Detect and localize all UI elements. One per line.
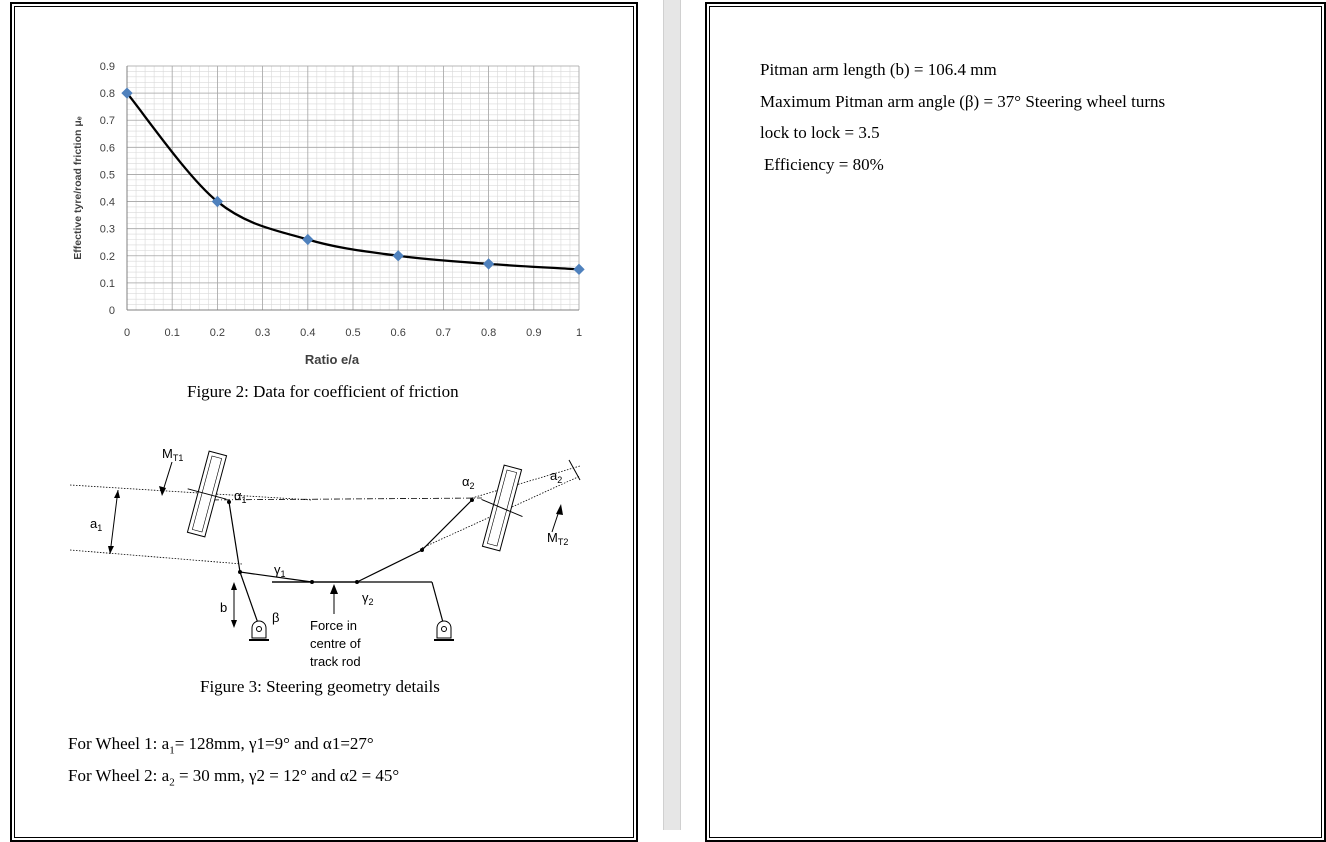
series-markers xyxy=(121,87,584,275)
gamma1-label: $\gamma_1$ xyxy=(274,562,286,579)
force-label-line1: Force in xyxy=(310,618,357,633)
y-tick-label: 0.3 xyxy=(99,223,115,236)
force-label-line2: centre of xyxy=(310,636,361,651)
a1-dimension-line xyxy=(110,490,118,554)
alpha1-label: $\alpha_1$ xyxy=(234,488,247,505)
mt2-label: $M_{T2}$ xyxy=(547,530,569,547)
data-point-marker xyxy=(121,87,132,98)
page-gutter xyxy=(663,0,681,830)
wheel2-text: For Wheel 2: $a_2 = 30$ mm, γ2 = 12° and α2 = 45° xyxy=(68,766,400,789)
wheel1-text: For Wheel 1: $a_1= 128mm$, γ1=9° and α1=27° xyxy=(68,734,374,757)
x-tick-label: 0.7 xyxy=(435,327,452,339)
pitman-length-text: Pitman arm length (b) = 106.4 mm xyxy=(760,60,997,79)
reference-line-right-lower xyxy=(422,476,580,548)
y-tick-label: 0.8 xyxy=(99,88,115,101)
document-page-2 xyxy=(705,2,1326,842)
x-tick-label: 0.5 xyxy=(345,327,361,339)
lock-to-lock-text: lock to lock = 3.5 xyxy=(760,123,880,142)
y-tick-label: 0.4 xyxy=(99,196,115,209)
x-tick-label: 0.3 xyxy=(254,327,271,339)
y-tick-label: 0 xyxy=(108,305,115,317)
right-steering-arm xyxy=(357,500,472,582)
reference-line-lower xyxy=(70,550,242,564)
x-tick-label: 0.1 xyxy=(164,327,180,339)
reference-line-right-upper xyxy=(472,466,580,498)
x-tick-label: 0.4 xyxy=(300,327,316,339)
left-pivot xyxy=(249,621,269,640)
friction-chart xyxy=(62,54,602,374)
data-point-marker xyxy=(483,258,494,269)
data-point-marker xyxy=(573,264,584,275)
pitman-angle-text: Maximum Pitman arm angle (β) = 37° Steering wheel turns xyxy=(760,92,1166,111)
left-steering-arm xyxy=(229,502,312,582)
mt1-label: $M_{T1}$ xyxy=(162,446,184,463)
right-pivot xyxy=(434,621,454,640)
steering-geometry-diagram xyxy=(62,436,602,676)
beta-label: β xyxy=(272,610,280,625)
y-tick-label: 0.6 xyxy=(99,142,115,155)
x-tick-label: 0.2 xyxy=(209,327,226,339)
y-tick-label: 0.7 xyxy=(99,115,115,128)
chart-axes xyxy=(127,66,579,310)
data-point-marker xyxy=(302,234,313,245)
efficiency-text: Efficiency = 80% xyxy=(764,155,884,174)
right-idler-arm xyxy=(432,582,444,626)
y-tick-label: 0.2 xyxy=(99,250,115,263)
x-axis-label: Ratio e/a xyxy=(304,352,360,367)
data-point-marker xyxy=(212,196,223,207)
y-tick-labels xyxy=(100,61,115,317)
force-label-line3: track rod xyxy=(310,654,361,669)
x-tick-label: 0 xyxy=(123,327,131,339)
data-point-marker xyxy=(393,250,404,261)
y-tick-label: 0.9 xyxy=(99,61,115,73)
figure3-caption: Figure 3: Steering geometry details xyxy=(200,677,440,696)
b-label: b xyxy=(220,600,228,615)
x-tick-label: 0.6 xyxy=(390,327,406,339)
gamma2-label: $\gamma_2$ xyxy=(362,590,374,607)
alpha2-label: $\alpha_2$ xyxy=(462,474,475,491)
left-pitman-arm xyxy=(240,572,259,626)
x-tick-labels xyxy=(124,327,582,339)
right-wheel xyxy=(470,462,534,555)
chart-grid xyxy=(127,66,579,310)
y-axis-label: Effective tyre/road friction μₑ xyxy=(72,116,84,260)
a2-label: $a_2$ xyxy=(550,468,563,485)
document-page-1 xyxy=(10,2,638,842)
a1-label: $a_1$ xyxy=(90,516,103,533)
figure2-caption: Figure 2: Data for coefficient of friction xyxy=(187,382,459,401)
left-wheel xyxy=(177,448,237,539)
reference-line-upper xyxy=(70,485,312,500)
y-tick-label: 0.1 xyxy=(99,277,115,290)
reference-line-axle xyxy=(202,498,482,500)
x-tick-label: 0.9 xyxy=(526,327,542,339)
x-tick-label: 0.8 xyxy=(480,327,497,339)
y-tick-label: 0.5 xyxy=(99,169,115,182)
x-tick-label: 1 xyxy=(575,327,583,339)
series-line xyxy=(127,93,579,269)
